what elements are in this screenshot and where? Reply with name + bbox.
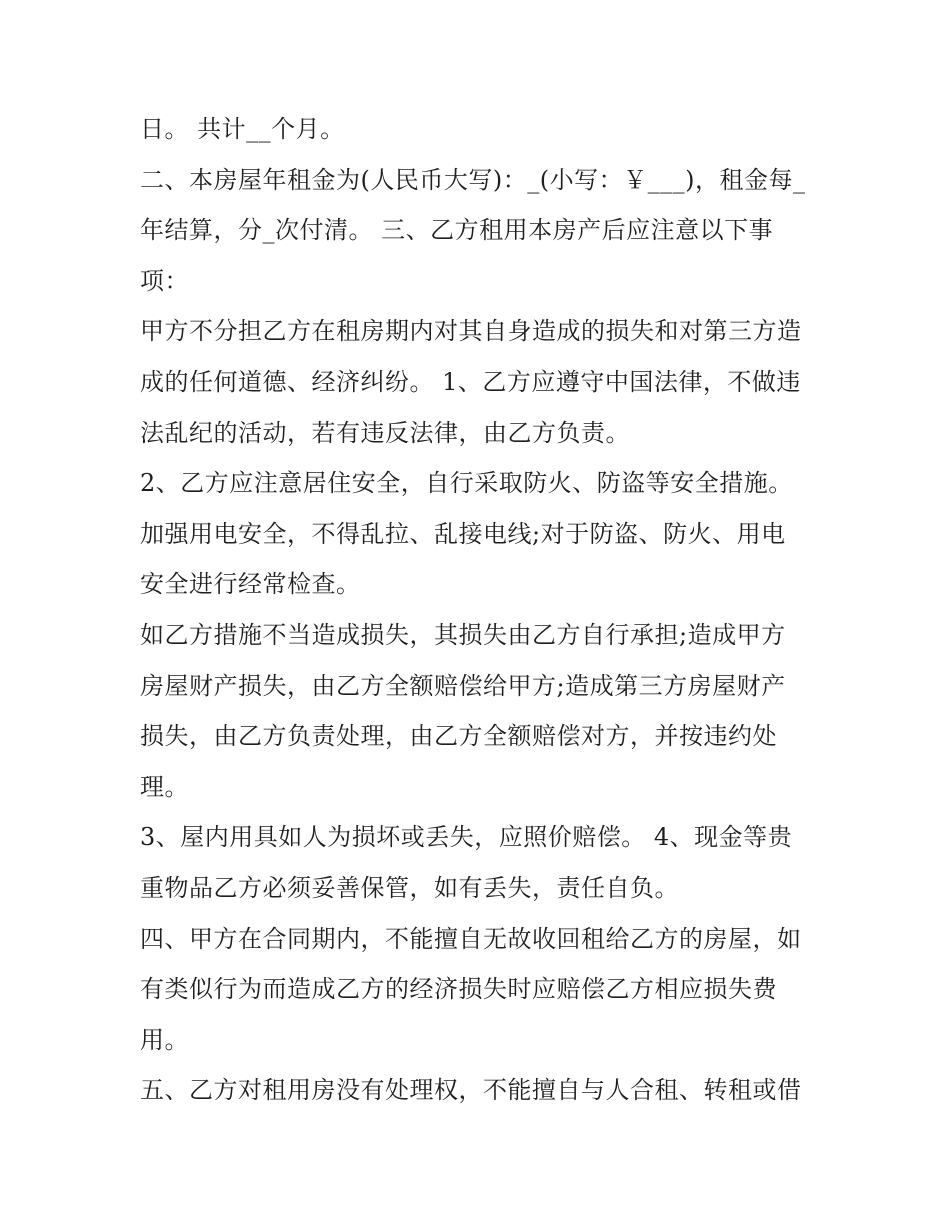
text-line: 房屋财产损失，由乙方全额赔偿给甲方;造成第三方房屋财产 [140, 671, 786, 700]
text-line: 五、乙方对租用房没有处理权，不能擅自与人合租、转租或借 [140, 1076, 802, 1105]
text-line: 四、甲方在合同期内，不能擅自无故收回租给乙方的房屋，如 [140, 924, 802, 953]
text-line: 安全进行经常检查。 [140, 570, 361, 599]
text-line: 损失，由乙方负责处理，由乙方全额赔偿对方，并按违约处 [140, 722, 777, 751]
text-line: 项： [140, 266, 189, 295]
text-line: 3、屋内用具如人为损坏或丢失，应照价赔偿。 4、现金等贵 [140, 823, 793, 852]
text-line: 二、本房屋年租金为(人民币大写)：_(小写：￥___)，租金每_ [140, 165, 806, 194]
text-line: 如乙方措施不当造成损失，其损失由乙方自行承担;造成甲方 [140, 620, 786, 649]
text-line: 有类似行为而造成乙方的经济损失时应赔偿乙方相应损失费 [140, 975, 777, 1004]
text-line: 甲方不分担乙方在租房期内对其自身造成的损失和对第三方造 [140, 317, 802, 346]
text-line: 重物品乙方必须妥善保管，如有丢失，责任自负。 [140, 873, 679, 902]
text-line: 理。 [140, 772, 189, 801]
text-line: 加强用电安全，不得乱拉、乱接电线;对于防盗、防火、用电 [140, 519, 786, 548]
document-body [140, 104, 830, 1116]
text-line: 日。 共计__个月。 [140, 115, 345, 143]
text-line: 2、乙方应注意居住安全，自行采取防火、防盗等安全措施。 [140, 469, 793, 498]
text-line: 法乱纪的活动，若有违反法律，由乙方负责。 [140, 418, 630, 447]
text-line: 年结算，分_次付清。 三、乙方租用本房产后应注意以下事 [140, 216, 774, 245]
text-line: 用。 [140, 1025, 189, 1054]
text-line: 成的任何道德、经济纠纷。 1、乙方应遵守中国法律，不做违 [140, 367, 801, 396]
